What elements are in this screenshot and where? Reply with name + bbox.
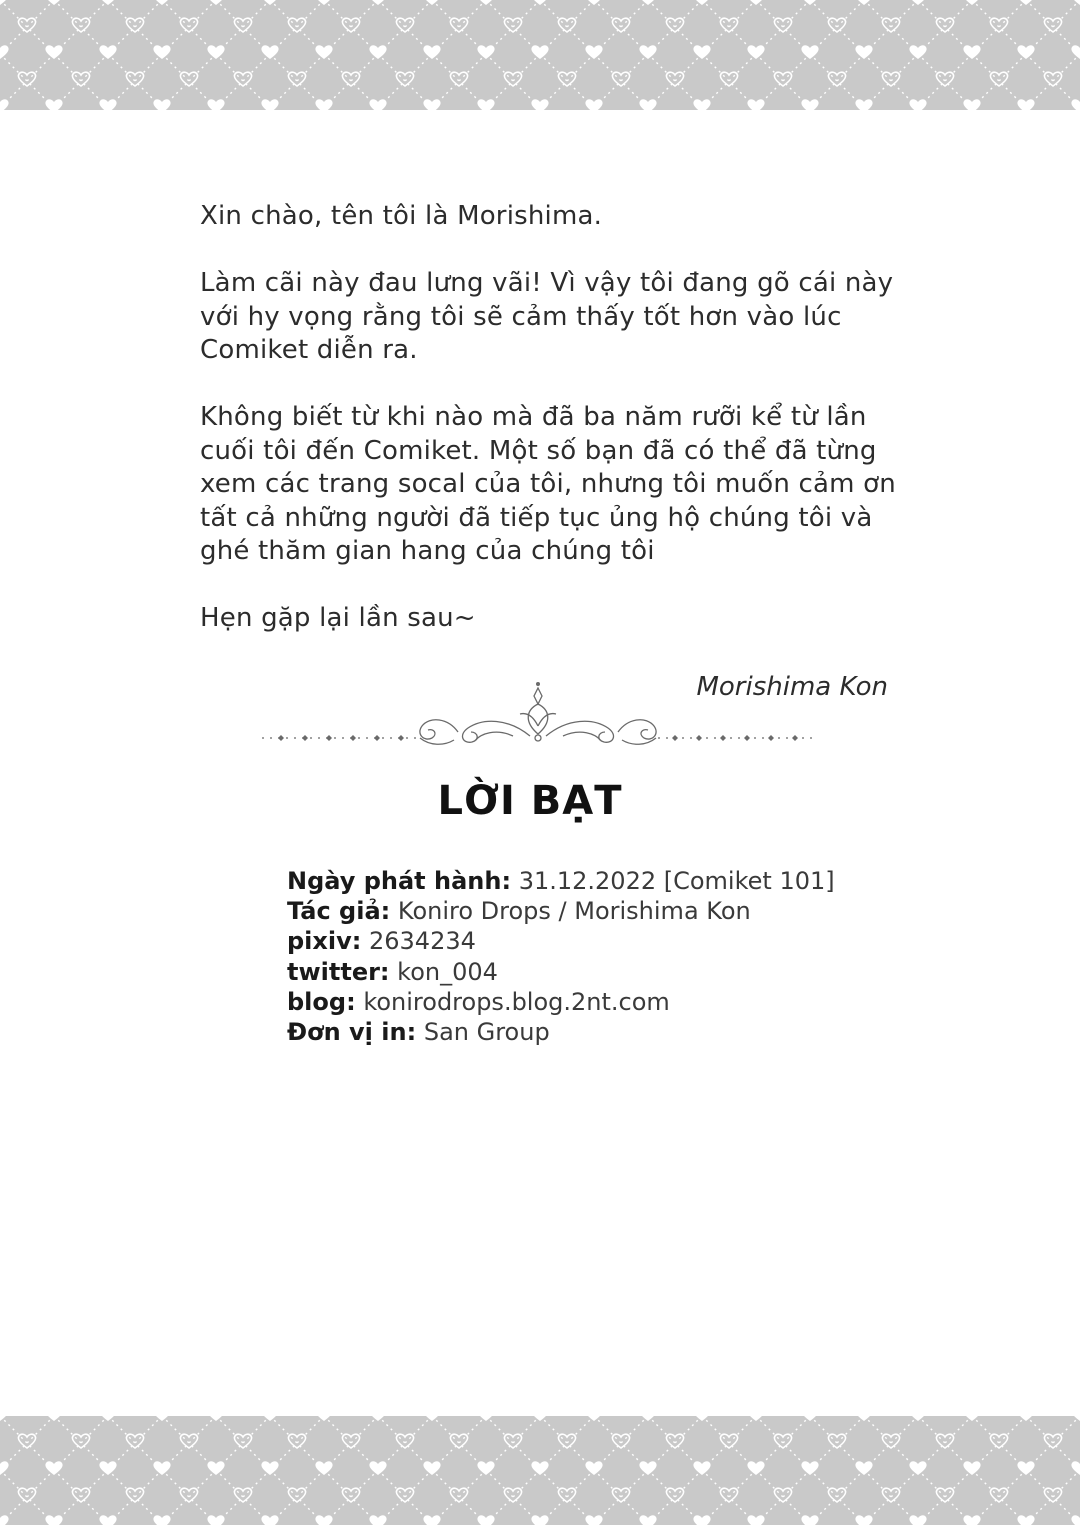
info-value: konirodrops.blog.2nt.com: [363, 987, 670, 1016]
top-pattern-band: [0, 0, 1080, 110]
page-title: LỜI BẠT: [437, 778, 623, 824]
info-row-printer: [287, 1017, 835, 1047]
info-label: Đơn vị in:: [287, 1018, 417, 1047]
filigree-divider-ornament: [258, 678, 818, 754]
heart-lattice-pattern-bottom: [0, 1416, 1080, 1525]
info-row-release-date: [287, 866, 835, 896]
info-value: Koniro Drops / Morishima Kon: [397, 897, 751, 926]
info-label: Tác giả:: [287, 897, 391, 926]
info-row-pixiv: [287, 926, 835, 956]
letter-paragraph-farewell: Hẹn gặp lại lần sau~: [200, 603, 476, 633]
letter-paragraph-thanks: Không biết từ khi nào mà đã ba năm rưỡi kể từ lần cuối tôi đến Comiket. Một số bạn đã có thể đã từng xem các trang socal của tôi, nhưng tôi muốn cảm ơn tất cả những người đã tiếp tục ủng hộ chúng tôi và ghé thăm gian hang của chúng tôi: [200, 402, 896, 566]
publication-info: [287, 866, 835, 1047]
letter-paragraph-back-pain: Làm cãi này đau lưng vãi! Vì vậy tôi đang gõ cái này với hy vọng rằng tôi sẽ cảm thấy tốt hơn vào lúc Comiket diễn ra.: [200, 268, 894, 365]
info-label: Ngày phát hành:: [287, 867, 512, 895]
info-row-author: [287, 896, 835, 926]
info-label: pixiv:: [287, 927, 362, 956]
info-row-twitter: [287, 957, 835, 987]
info-value: kon_004: [397, 957, 498, 986]
author-signature: Morishima Kon: [696, 672, 888, 702]
info-row-blog: [287, 987, 835, 1017]
info-value: 31.12.2022 [Comiket 101]: [518, 867, 835, 895]
info-label: twitter:: [287, 957, 390, 986]
info-label: blog:: [287, 987, 356, 1016]
info-value: 2634234: [369, 927, 476, 956]
bottom-pattern-band: [0, 1416, 1080, 1525]
heart-lattice-pattern-top: [0, 0, 1080, 110]
letter-paragraph-greeting: Xin chào, tên tôi là Morishima.: [200, 201, 603, 231]
letter-body: [200, 200, 900, 669]
info-value: San Group: [423, 1018, 550, 1047]
